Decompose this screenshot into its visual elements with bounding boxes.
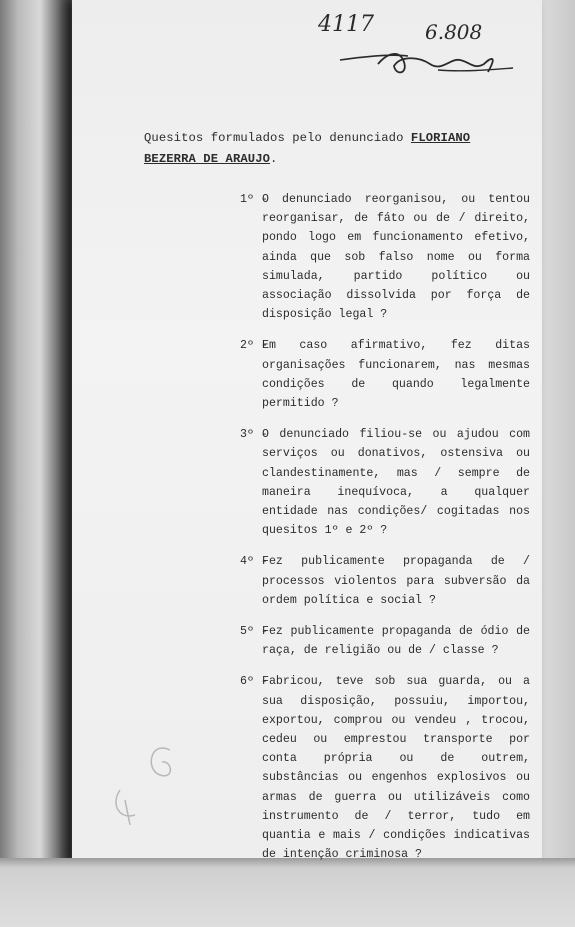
question-text: Em caso afirmativo, fez ditas organisações funcionarem, nas mesmas condições de quando legalmente permitido ?: [262, 339, 530, 411]
document-heading: [144, 128, 524, 170]
question-number: 5º -: [240, 625, 268, 639]
question-number: 6º -: [240, 675, 268, 689]
question-text: O denunciado reorganisou, ou tentou reorganisar, de fáto ou de / direito, pondo logo em funcionamento efetivo, ainda que sob falso nome ou forma simulada, partido político ou associação dissolvida por força de disposição legal ?: [262, 193, 530, 322]
question-list: [240, 190, 530, 877]
question-text: O denunciado filiou-se ou ajudou com serviços ou donativos, ostensiva ou clandestinamente, mas / sempre de maneira inequívoca, a qualquer entidade nas condições/ cogitadas nos quesitos 1º e 2º ?: [262, 428, 530, 538]
question-item: [240, 425, 530, 540]
question-text: Fez publicamente propaganda de ódio de raça, de religião ou de / classe ?: [262, 625, 530, 658]
question-item: [240, 672, 530, 864]
question-item: [240, 336, 530, 413]
question-text: Fabricou, teve sob sua guarda, ou a sua disposição, possuiu, importou, exportou, comprou ou vendeu , trocou, cedeu ou emprestou transporte por conta própria ou de outrem, substâncias ou engenhos explosivos ou armas de guerra ou utilizáveis como instrumento de / terror, tudo em quantia e mais / condições indicativas de intenção criminosa ?: [262, 675, 530, 862]
handwritten-number-left: 4117: [318, 12, 374, 37]
question-number: 1º -: [240, 193, 268, 206]
heading-prefix: Quesitos formulados pelo denunciado: [144, 131, 411, 145]
question-item: [240, 622, 530, 660]
question-text: Fez publicamente propaganda de / processos violentos para subversão da ordem política e social ?: [262, 555, 530, 607]
question-number: 3º -: [240, 428, 268, 442]
question-item: [240, 190, 530, 324]
question-item: [240, 552, 530, 610]
faint-stamp-mark-icon: [100, 730, 190, 830]
heading-suffix: .: [270, 152, 278, 166]
handwritten-number-right: 6.808: [425, 20, 483, 44]
question-number: 4º -: [240, 555, 268, 569]
signature-icon: [338, 42, 518, 82]
defendant-name: FLORIANO BEZERRA DE ARAUJO: [144, 131, 471, 166]
question-number: 2º -: [240, 339, 268, 353]
